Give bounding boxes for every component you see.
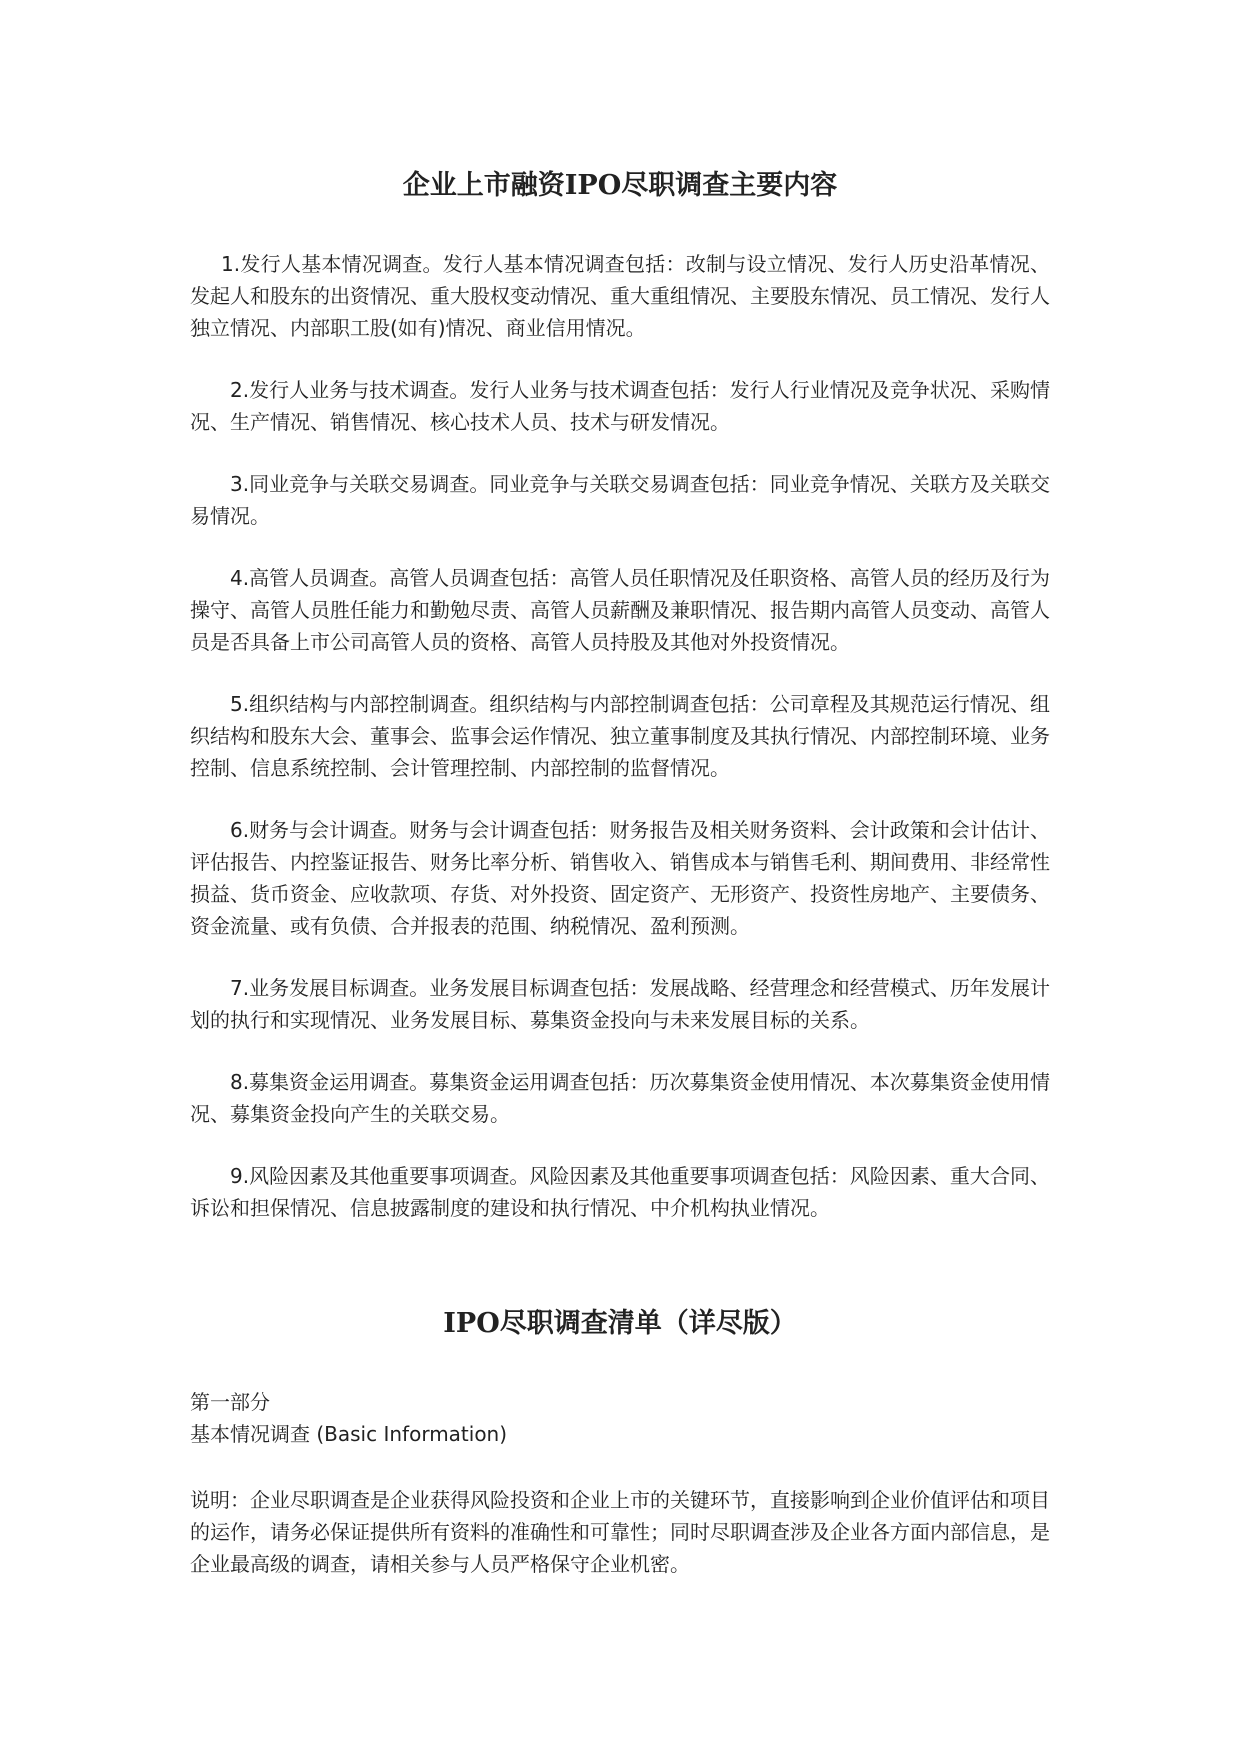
- investigation-item-6: 6.财务与会计调查。财务与会计调查包括：财务报告及相关财务资料、会计政策和会计估计、评估报告、内控鉴证报告、财务比率分析、销售收入、销售成本与销售毛利、期间费用、非经常性损益、货币资金、应收款项、存货、对外投资、固定资产、无形资产、投资性房地产、主要债务、资金流量、或有负债、合并报表的范围、纳税情况、盈利预测。: [190, 818, 1050, 938]
- note-paragraph: 说明：企业尽职调查是企业获得风险投资和企业上市的关键环节，直接影响到企业价值评估和项目的运作，请务必保证提供所有资料的准确性和可靠性；同时尽职调查涉及企业各方面内部信息，是企业最高级的调查，请相关参与人员严格保守企业机密。: [190, 1488, 1050, 1576]
- checklist-title: IPO尽职调查清单（详尽版）: [443, 1308, 797, 1339]
- document-title: 企业上市融资IPO尽职调查主要内容: [402, 170, 838, 201]
- part-heading: [190, 1386, 1050, 1450]
- investigation-item-5: 5.组织结构与内部控制调查。组织结构与内部控制调查包括：公司章程及其规范运行情况、组织结构和股东大会、董事会、监事会运作情况、独立董事制度及其执行情况、内部控制环境、业务控制、信息系统控制、会计管理控制、内部控制的监督情况。: [190, 692, 1050, 780]
- investigation-item-1: 1.发行人基本情况调查。发行人基本情况调查包括：改制与设立情况、发行人历史沿革情况、发起人和股东的出资情况、重大股权变动情况、重大重组情况、主要股东情况、员工情况、发行人独立情况、内部职工股(如有)情况、商业信用情况。: [190, 252, 1050, 340]
- investigation-items-list: [190, 248, 1050, 1254]
- investigation-item-7: 7.业务发展目标调查。业务发展目标调查包括：发展战略、经营理念和经营模式、历年发展计划的执行和实现情况、业务发展目标、募集资金投向与未来发展目标的关系。: [190, 976, 1050, 1032]
- investigation-item-3: 3.同业竞争与关联交易调查。同业竞争与关联交易调查包括：同业竞争情况、关联方及关联交易情况。: [190, 472, 1050, 528]
- investigation-item-4: 4.高管人员调查。高管人员调查包括：高管人员任职情况及任职资格、高管人员的经历及行为操守、高管人员胜任能力和勤勉尽责、高管人员薪酬及兼职情况、报告期内高管人员变动、高管人员是否具备上市公司高管人员的资格、高管人员持股及其他对外投资情况。: [190, 566, 1050, 654]
- investigation-item-2: 2.发行人业务与技术调查。发行人业务与技术调查包括：发行人行业情况及竞争状况、采购情况、生产情况、销售情况、核心技术人员、技术与研发情况。: [190, 378, 1050, 434]
- investigation-item-9: 9.风险因素及其他重要事项调查。风险因素及其他重要事项调查包括：风险因素、重大合同、诉讼和担保情况、信息披露制度的建设和执行情况、中介机构执业情况。: [190, 1164, 1050, 1220]
- part-label: 第一部分: [190, 1390, 270, 1414]
- part-title: 基本情况调查 (Basic Information): [190, 1422, 508, 1446]
- investigation-item-8: 8.募集资金运用调查。募集资金运用调查包括：历次募集资金使用情况、本次募集资金使用情况、募集资金投向产生的关联交易。: [190, 1070, 1050, 1126]
